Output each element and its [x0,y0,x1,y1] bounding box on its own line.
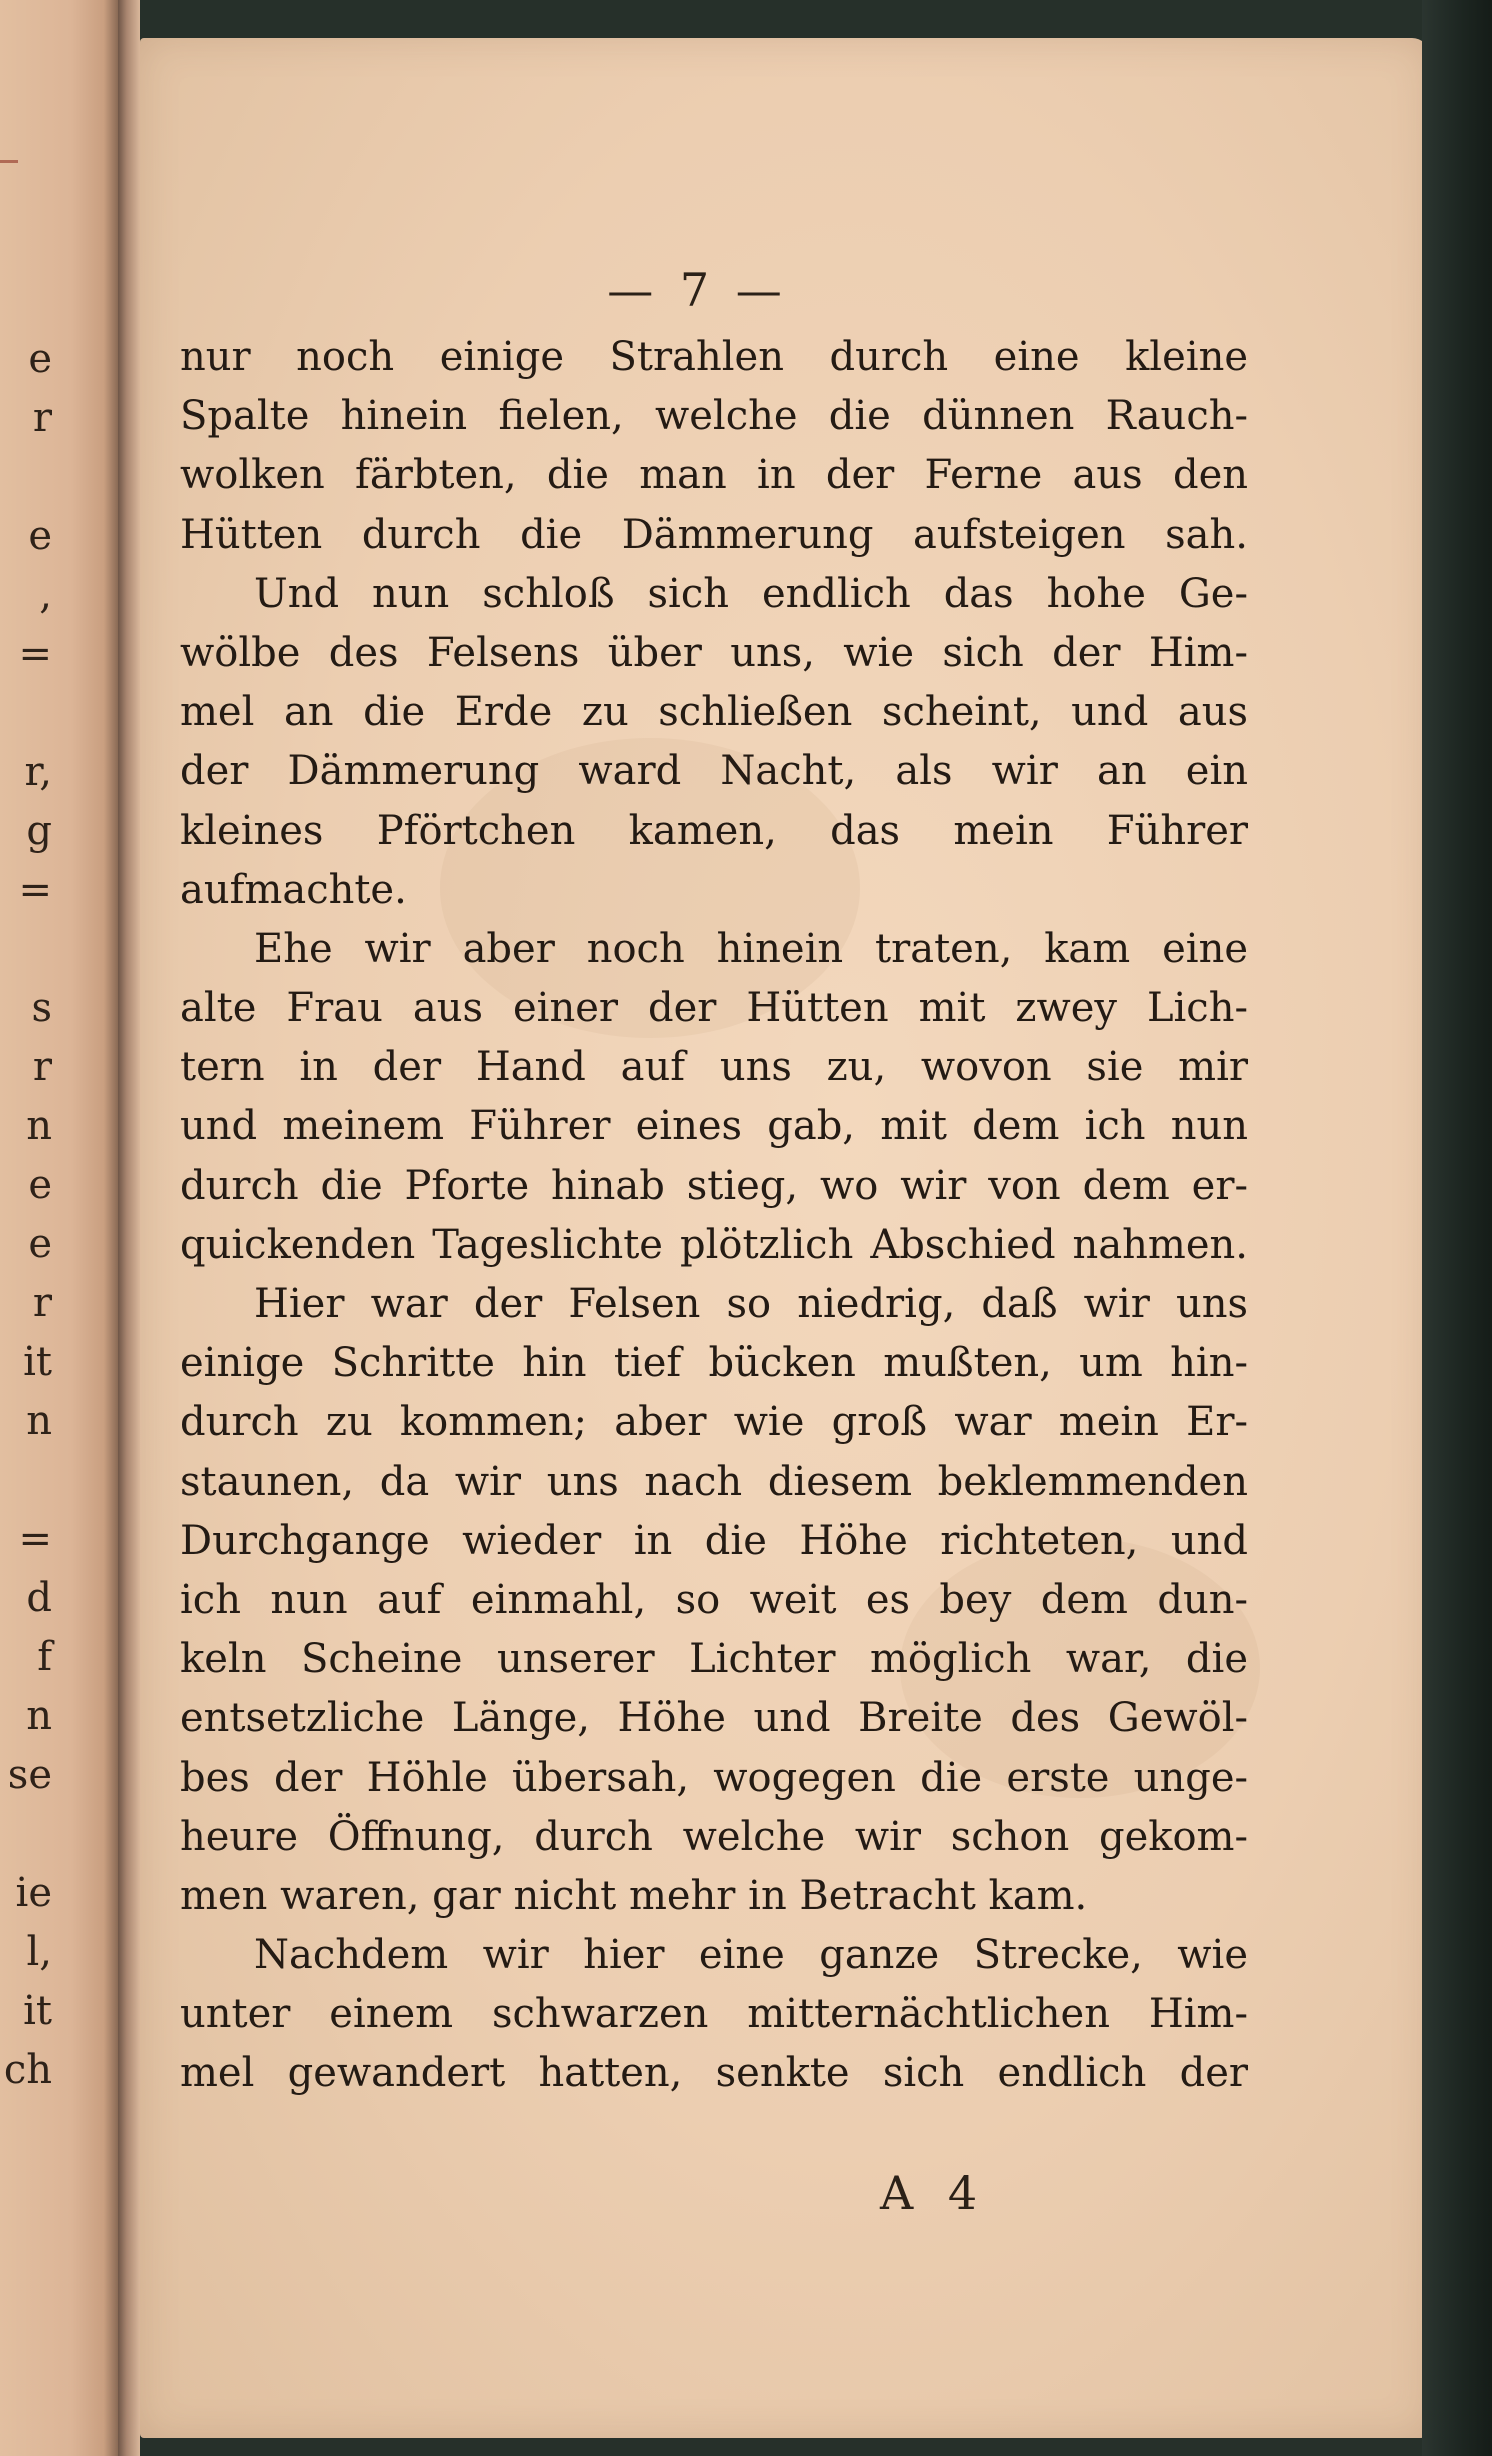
facing-page-ink-mark [0,160,18,195]
text-line: wölbe des Felsens über uns, wie sich der Him- [180,629,1248,676]
fragment: r, [24,749,52,795]
fragment: ie [15,1870,52,1916]
text-line: alte Frau aus einer der Hütten mit zwey Lich- [180,985,1248,1032]
text-line: Hütten durch die Dämmerung aufsteigen sah. [180,511,1248,558]
fragment: d [26,1575,52,1621]
page-number-header: — 7 — [607,263,788,317]
text-line: mel an die Erde zu schließen scheint, und aus [180,689,1248,736]
fragment: = [18,1516,52,1562]
fragment: r [32,1280,52,1326]
fragment [0,920,60,979]
fragment: ch [3,2047,52,2093]
fragment [0,1451,60,1510]
text-line: quickenden Tageslichte plötzlich Abschied nahmen. [180,1221,1248,1268]
fragment: f [37,1634,52,1680]
signature-mark: A 4 [880,2166,988,2220]
fragment: n [26,1693,52,1739]
fragment: n [26,1398,52,1444]
text-line: bes der Höhle übersah, wogegen die erste unge- [180,1754,1248,1801]
fragment: se [7,1752,52,1798]
fragment: s [31,985,52,1031]
text-line: Nachdem wir hier eine ganze Strecke, wie [254,1932,1248,1979]
fragment: , [39,572,52,618]
book-gutter [118,0,140,2456]
text-line: Und nun schloß sich endlich das hohe Ge- [254,570,1248,617]
facing-page-text-fragments [0,330,60,2100]
text-line: men waren, gar nicht mehr in Betracht kam. [180,1872,1088,1919]
fragment: e [28,1162,52,1208]
page-body-text [180,328,1248,2104]
book-page [140,38,1430,2438]
text-line: durch die Pforte hinab stieg, wo wir von dem er- [180,1162,1248,1209]
fragment [0,684,60,743]
facing-page [0,0,118,2456]
text-line: wolken färbten, die man in der Ferne aus den [180,452,1248,499]
text-line: und meinem Führer eines gab, mit dem ich nun [180,1103,1248,1150]
text-line: mel gewandert hatten, senkte sich endlich der [180,2050,1248,2097]
fragment: n [26,1103,52,1149]
fragment: it [23,1339,52,1385]
fragment: e [28,1221,52,1267]
text-line: kleines Pförtchen kamen, das mein Führer [180,807,1248,854]
text-line: der Dämmerung ward Nacht, als wir an ein [180,748,1248,795]
fragment: r [32,395,52,441]
text-line: staunen, da wir uns nach diesem beklemmenden [180,1458,1248,1505]
text-line: nur noch einige Strahlen durch eine kleine [180,334,1248,380]
text-line: aufmachte. [180,866,407,913]
text-line: Durchgange wieder in die Höhe richteten, und [180,1517,1248,1564]
text-line: entsetzliche Länge, Höhe und Breite des Gewöl- [180,1695,1248,1742]
fragment: r [32,1044,52,1090]
fragment: = [18,631,52,677]
fragment: e [28,513,52,559]
text-line: ich nun auf einmahl, so weit es bey dem dun- [180,1576,1248,1623]
fragment: it [23,1988,52,2034]
text-line: Spalte hinein fielen, welche die dünnen Rauch- [180,393,1248,440]
text-line: Hier war der Felsen so niedrig, daß wir uns [254,1281,1248,1327]
fragment: l, [26,1929,52,1975]
fragment: g [26,808,52,854]
text-line: einige Schritte hin tief bücken mußten, um hin- [180,1340,1248,1387]
fragment: e [28,336,52,382]
fragment: = [18,867,52,913]
text-line: Ehe wir aber noch hinein traten, kam eine [254,925,1248,972]
book-cover-edge [1422,0,1492,2456]
text-line: tern in der Hand auf uns zu, wovon sie mir [180,1044,1248,1091]
fragment [0,448,60,507]
text-line: durch zu kommen; aber wie groß war mein Er- [180,1399,1248,1446]
text-line: keln Scheine unserer Lichter möglich war, die [180,1636,1248,1683]
text-line: heure Öffnung, durch welche wir schon gekom- [180,1813,1248,1860]
fragment [0,1805,60,1864]
text-line: unter einem schwarzen mitternächtlichen Him- [180,1991,1248,2038]
